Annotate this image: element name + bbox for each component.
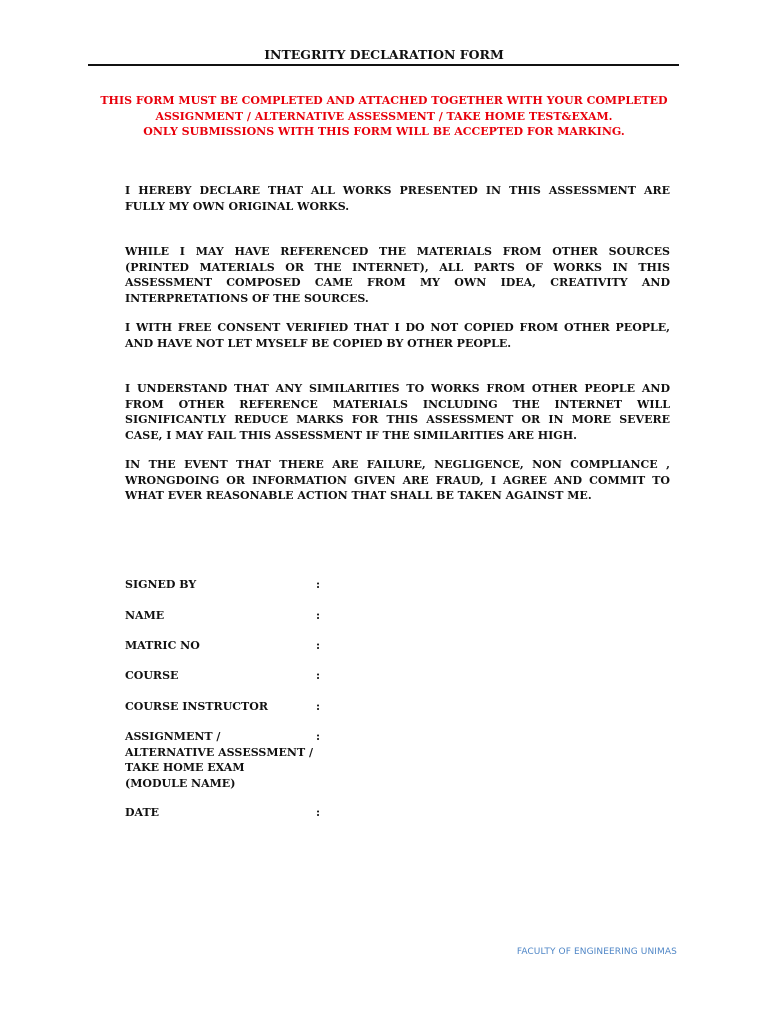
field-label-line: TAKE HOME EXAM xyxy=(125,761,245,774)
declaration-paragraph: I HEREBY DECLARE THAT ALL WORKS PRESENTED IN THIS ASSESSMENT ARE FULLY MY OWN ORIGINAL WORKS. xyxy=(125,184,670,213)
declaration-paragraph: WHILE I MAY HAVE REFERENCED THE MATERIALS FROM OTHER SOURCES (PRINTED MATERIALS OR THE INTERNET), ALL PARTS OF WORKS IN THIS ASSESSMENT COMPOSED CAME FROM MY OWN IDEA, CREATIVITY AND INTERPRETATIONS OF THE SOURCES. xyxy=(125,245,670,305)
title-rule xyxy=(88,64,679,66)
field-colon: : xyxy=(316,669,321,682)
field-label: MATRIC NO xyxy=(125,639,200,652)
page-title: INTEGRITY DECLARATION FORM xyxy=(264,47,504,62)
field-label: DATE xyxy=(125,806,160,819)
field-label-line: (MODULE NAME) xyxy=(125,776,236,790)
submission-notice xyxy=(100,93,668,140)
notice-line: THIS FORM MUST BE COMPLETED AND ATTACHED TOGETHER WITH YOUR COMPLETED xyxy=(100,94,668,107)
declaration-paragraph: I UNDERSTAND THAT ANY SIMILARITIES TO WORKS FROM OTHER PEOPLE AND FROM OTHER REFERENCE MATERIALS INCLUDING THE INTERNET WILL SIGNIFICANTLY REDUCE MARKS FOR THIS ASSESSMENT OR IN MORE SEVERE CASE, I MAY FAIL THIS ASSESSMENT IF THE SIMILARITIES ARE HIGH. xyxy=(125,382,670,442)
field-label-line: ALTERNATIVE ASSESSMENT / xyxy=(125,745,314,759)
field-colon: : xyxy=(316,639,321,652)
declaration-paragraph: IN THE EVENT THAT THERE ARE FAILURE, NEGLIGENCE, NON COMPLIANCE , WRONGDOING OR INFORMATION GIVEN ARE FRAUD, I AGREE AND COMMIT TO WHAT EVER REASONABLE ACTION THAT SHALL BE TAKEN AGAINST ME. xyxy=(125,458,670,502)
notice-line: ONLY SUBMISSIONS WITH THIS FORM WILL BE ACCEPTED FOR MARKING. xyxy=(143,125,625,138)
footer-faculty: FACULTY OF ENGINEERING UNIMAS xyxy=(516,947,677,957)
field-label-line: ASSIGNMENT / xyxy=(125,730,221,743)
field-colon: : xyxy=(316,578,321,591)
field-colon: : xyxy=(316,609,321,622)
field-label: NAME xyxy=(125,609,165,622)
field-colon: : xyxy=(316,700,321,713)
declaration-paragraph: I WITH FREE CONSENT VERIFIED THAT I DO NOT COPIED FROM OTHER PEOPLE, AND HAVE NOT LET MYSELF BE COPIED BY OTHER PEOPLE. xyxy=(125,321,670,350)
field-colon: : xyxy=(316,806,321,819)
field-colon: : xyxy=(316,730,321,743)
field-label xyxy=(125,729,314,791)
field-label: SIGNED BY xyxy=(125,578,197,591)
field-label: COURSE INSTRUCTOR xyxy=(125,700,268,713)
field-label: COURSE xyxy=(125,669,179,682)
notice-line: ASSIGNMENT / ALTERNATIVE ASSESSMENT / TAKE HOME TEST&EXAM. xyxy=(155,109,613,123)
